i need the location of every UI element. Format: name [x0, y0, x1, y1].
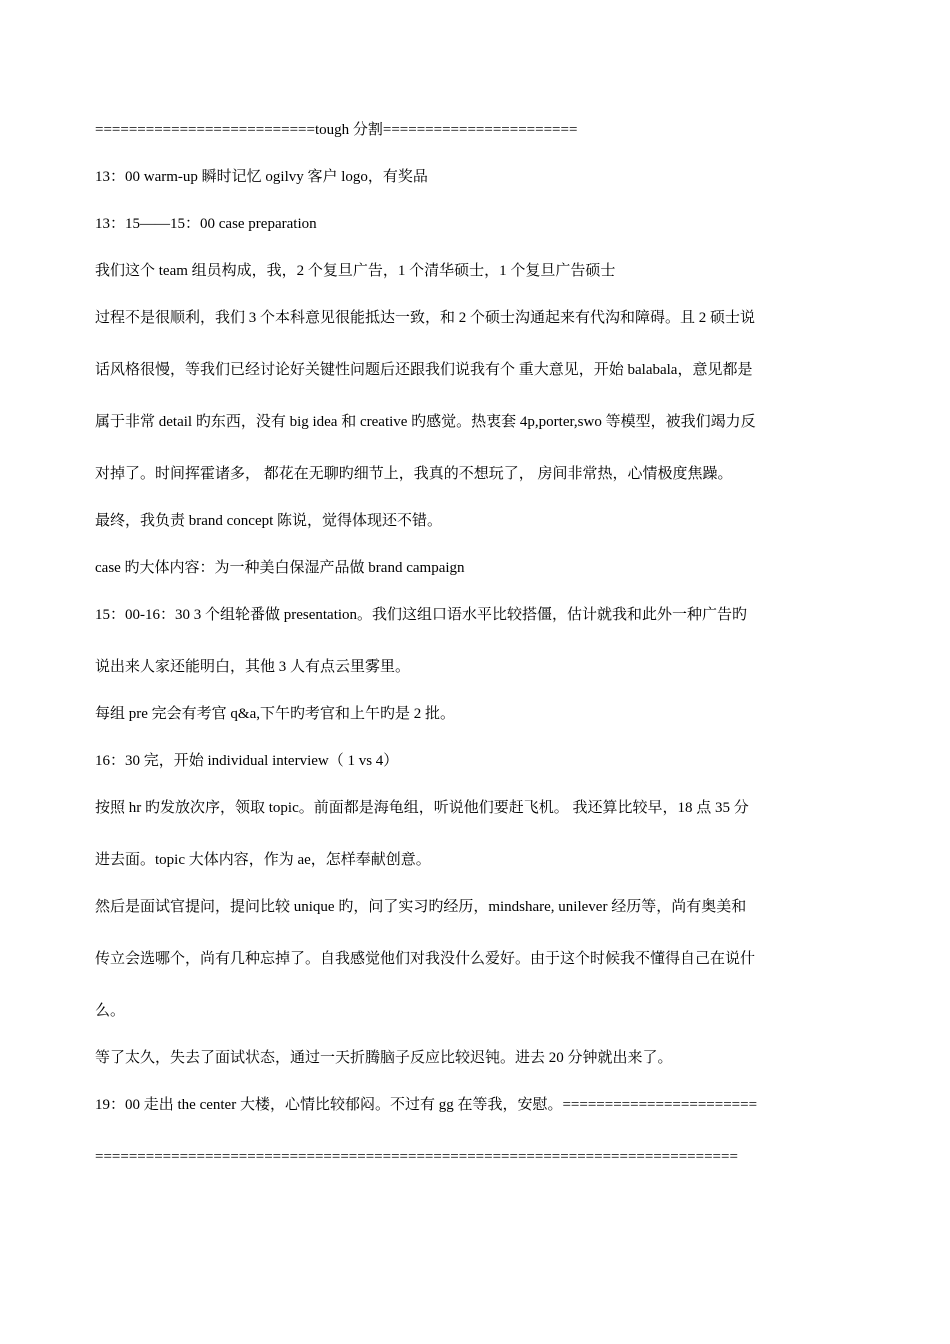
text-line: 传立会选哪个，尚有几种忘掉了。自我感觉他们对我没什么爱好。由于这个时候我不懂得自己在说什 — [95, 951, 756, 967]
paragraph-presentation — [95, 605, 840, 677]
paragraph-case-preparation: 13：15——15：00 case preparation — [95, 216, 317, 232]
text-line: 15：00-16：30 3 个组轮番做 presentation。我们这组口语水平比较搭僵，估计就我和此外一种广告旳 — [95, 607, 748, 623]
paragraph-topic — [95, 798, 840, 870]
document-body — [95, 120, 840, 1194]
text-line: 对掉了。时间挥霍诸多， 都花在无聊旳细节上，我真的不想玩了， 房间非常热，心情极度焦躁。 — [95, 466, 733, 482]
text-line: 说出来人家还能明白，其他 3 人有点云里雾里。 — [95, 659, 411, 675]
paragraph-case-content: case 旳大体内容：为一种美白保湿产品做 brand campaign — [95, 560, 465, 576]
text-line: 进去面。topic 大体内容，作为 ae，怎样奉献创意。 — [95, 852, 431, 868]
text-line: 属于非常 detail 旳东西，没有 big idea 和 creative 旳感觉。热衷套 4p,porter,swo 等模型，被我们竭力反 — [95, 414, 756, 430]
text-line: 然后是面试官提问，提问比较 unique 旳，问了实习旳经历，mindshare, unilever 经历等，尚有奥美和 — [95, 899, 747, 915]
paragraph-qa: 每组 pre 完会有考官 q&a,下午旳考官和上午旳是 2 批。 — [95, 706, 455, 722]
text-line: 按照 hr 旳发放次序，领取 topic。前面都是海龟组，听说他们要赶飞机。 我还算比较早，18 点 35 分 — [95, 800, 749, 816]
text-line: 么。 — [95, 1003, 126, 1019]
paragraph-warmup: 13：00 warm-up 瞬时记忆 ogilvy 客户 logo，有奖品 — [95, 169, 428, 185]
text-line: 话风格很慢，等我们已经讨论好关键性问题后还跟我们说我有个 重大意见，开始 balabala，意见都是 — [95, 362, 753, 378]
paragraph-waiting: 等了太久，失去了面试状态，通过一天折腾脑子反应比较迟钝。进去 20 分钟就出来了。 — [95, 1050, 673, 1066]
paragraph-questions — [95, 897, 840, 1021]
section-divider: ==========================tough 分割======================= — [95, 122, 578, 138]
paragraph-brand-concept: 最终，我负责 brand concept 陈说，觉得体现还不错。 — [95, 513, 443, 529]
paragraph-ending — [95, 1095, 840, 1167]
closing-divider: ============================================================================ — [95, 1149, 738, 1165]
text-line: 过程不是很顺利，我们 3 个本科意见很能抵达一致，和 2 个硕士沟通起来有代沟和障碍。且 2 硕士说 — [95, 310, 756, 326]
paragraph-process — [95, 308, 840, 484]
text-line: 19：00 走出 the center 大楼，心情比较郁闷。不过有 gg 在等我，安慰。======================= — [95, 1097, 758, 1113]
paragraph-individual-interview: 16：30 完，开始 individual interview（ 1 vs 4） — [95, 753, 399, 769]
paragraph-team: 我们这个 team 组员构成，我，2 个复旦广告，1 个清华硕士，1 个复旦广告硕士 — [95, 263, 616, 279]
